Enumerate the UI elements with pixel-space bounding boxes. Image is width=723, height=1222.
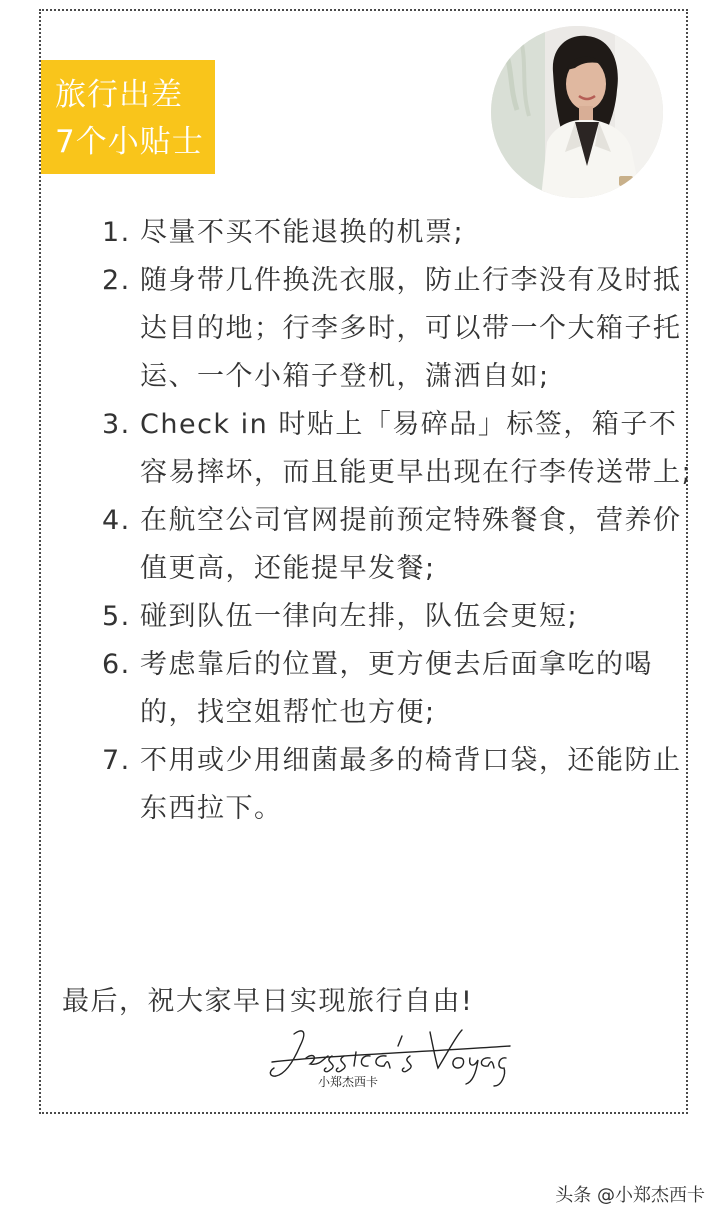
tip-number: 7. [102,745,131,776]
tip-number: 6. [102,649,131,680]
list-item [100,593,700,641]
signature-mark [262,1022,512,1092]
tip-text: Check in 时贴上「易碎品」标签，箱子不容易摔坏，而且能更早出现在行李传送带上; [140,409,693,488]
list-item [100,401,700,497]
tip-text: 随身带几件换洗衣服，防止行李没有及时抵达目的地；行李多时，可以带一个大箱子托运、一个小箱子登机，潇洒自如; [140,265,682,392]
source-watermark: 头条 @小郑杰西卡 [555,1185,705,1206]
tip-number: 3. [102,409,131,440]
tip-number: 2. [102,265,131,296]
author-avatar [491,26,663,198]
title-line-1: 旅行出差 [55,77,183,113]
tip-text: 尽量不买不能退换的机票; [140,217,465,248]
tip-number: 4. [102,505,131,536]
tip-text: 在航空公司官网提前预定特殊餐食，营养价值更高，还能提早发餐; [140,505,682,584]
title-line-2: 7个小贴士 [55,124,204,160]
list-item [100,641,700,737]
tip-number: 5. [102,601,131,632]
tips-list [100,209,693,833]
list-item [100,737,700,833]
closing-message: 最后，祝大家早日实现旅行自由! [62,986,474,1017]
title-badge [41,60,215,174]
tip-text: 不用或少用细菌最多的椅背口袋，还能防止东西拉下。 [140,745,682,824]
list-item [100,257,700,401]
tip-number: 1. [102,217,131,248]
tip-text: 碰到队伍一律向左排，队伍会更短; [140,601,579,632]
list-item [100,209,700,257]
signature-chinese: 小郑杰西卡 [318,1075,379,1089]
tip-text: 考虑靠后的位置，更方便去后面拿吃的喝的，找空姐帮忙也方便; [140,649,653,728]
list-item [100,497,700,593]
